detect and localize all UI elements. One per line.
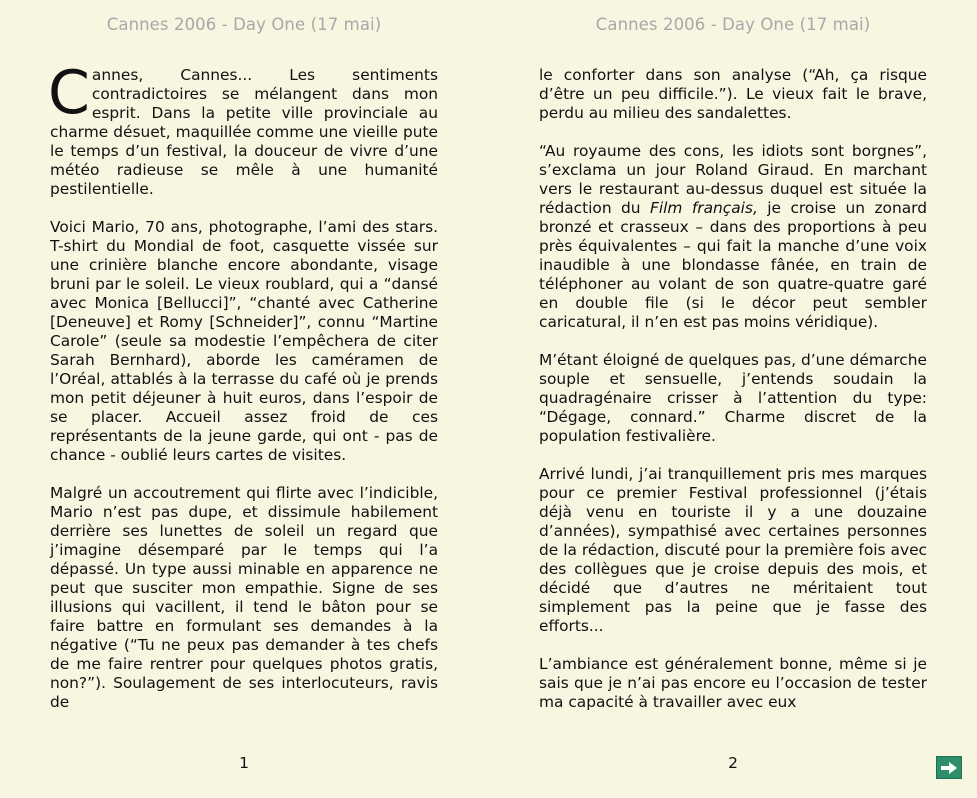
paragraph-text: annes, Cannes... Les sentiments contradictoires se mélangent dans mon esprit. Dans la petite ville provinciale au charme désuet, maquillée comme une vieille pute le temps d’un festival, la douceur de vivre d’une météo radieuse se mêle à une humanité pestilentielle. (50, 66, 438, 198)
paragraph-text: “Au royaume des cons, les idiots sont borgnes”, s’exclama un jour Roland Giraud. En marchant vers le restaurant au-dessus duquel est située la rédaction du (539, 142, 927, 217)
left-page-text (48, 58, 438, 712)
right-page (539, 0, 927, 798)
paragraph: le conforter dans son analyse (“Ah, ça risque d’être un peu difficile.”). Le vieux fait le brave, perdu au milieu des sandalettes. (539, 66, 927, 122)
paragraph: Arrivé lundi, j’ai tranquillement pris mes marques pour ce premier Festival professionnel (j’étais déjà venu en touriste il y a une douzaine d’années), sympathisé avec certaines personnes de la rédaction, discuté pour la première fois avec des collègues que je croise depuis des mois, et décidé que d’autres ne méritaient tout simplement pas la peine que je fasse des efforts... (539, 465, 927, 635)
running-title-right: Cannes 2006 - Day One (17 mai) (595, 15, 871, 34)
paragraph: M’étant éloigné de quelques pas, d’une démarche souple et sensuelle, j’entends soudain la quadragénaire crisser à l’attention du type: “Dégage, connard.” Charme discret de la population festivalière. (539, 351, 927, 445)
next-page-button[interactable] (936, 756, 962, 779)
left-page (50, 0, 438, 798)
drop-cap: C (48, 58, 90, 128)
paragraph: Malgré un accoutrement qui flirte avec l’indicible, Mario n’est pas dupe, et dissimule habilement derrière ses lunettes de soleil un regard que j’imagine désemparé par le temps qui l’a dépassé. Un type aussi minable en apparence ne peut que susciter mon empathie. Signe de ses illusions qui vacillent, il tend le bâton pour se faire battre en formulant ses demandes à la négative (“Tu ne peux pas demander à tes chefs de me faire rentrer pour quelques photos gratis, non?”). Soulagement de ses interlocuteurs, ravis de (50, 484, 438, 711)
paragraph: Voici Mario, 70 ans, photographe, l’ami des stars. T-shirt du Mondial de foot, casquette vissée sur une crinière blanche encore abondante, visage bruni par le soleil. Le vieux roublard, qui a “dansé avec Monica [Bellucci]”, “chanté avec Catherine [Deneuve] et Romy [Schneider]”, connu “Martine Carole” (seule sa modestie l’empêchera de citer Sarah Bernhard), aborde les caméramen de l’Oréal, attablés à la terrasse du café où je prends mon petit déjeuner à huit euros, dans l’espoir de se placer. Accueil assez froid de ces représentants de la jeune garde, qui ont - pas de chance - oublié leurs cartes de visites. (50, 218, 438, 464)
arrow-right-icon (940, 761, 958, 775)
paragraph: L’ambiance est généralement bonne, même si je sais que je n’ai pas encore eu l’occasion de tester ma capacité à travailler avec eux (539, 655, 927, 711)
publication-title: Film français, (650, 199, 758, 217)
running-title-left: Cannes 2006 - Day One (17 mai) (106, 15, 382, 34)
paragraph (48, 58, 438, 199)
page-number-right: 2 (728, 754, 738, 772)
page-number-left: 1 (239, 754, 249, 772)
paragraph (539, 142, 927, 332)
right-page-text (539, 66, 927, 712)
paragraph-text: je croise un zonard bronzé et crasseux – dans des proportions à peu près équivalentes – qui fait la manche d’une voix inaudible à une blondasse fânée, en train de téléphoner au volant de son quatre-quatre garé en double file (si le décor peut sembler caricatural, il n’en est pas moins véridique). (539, 199, 927, 331)
